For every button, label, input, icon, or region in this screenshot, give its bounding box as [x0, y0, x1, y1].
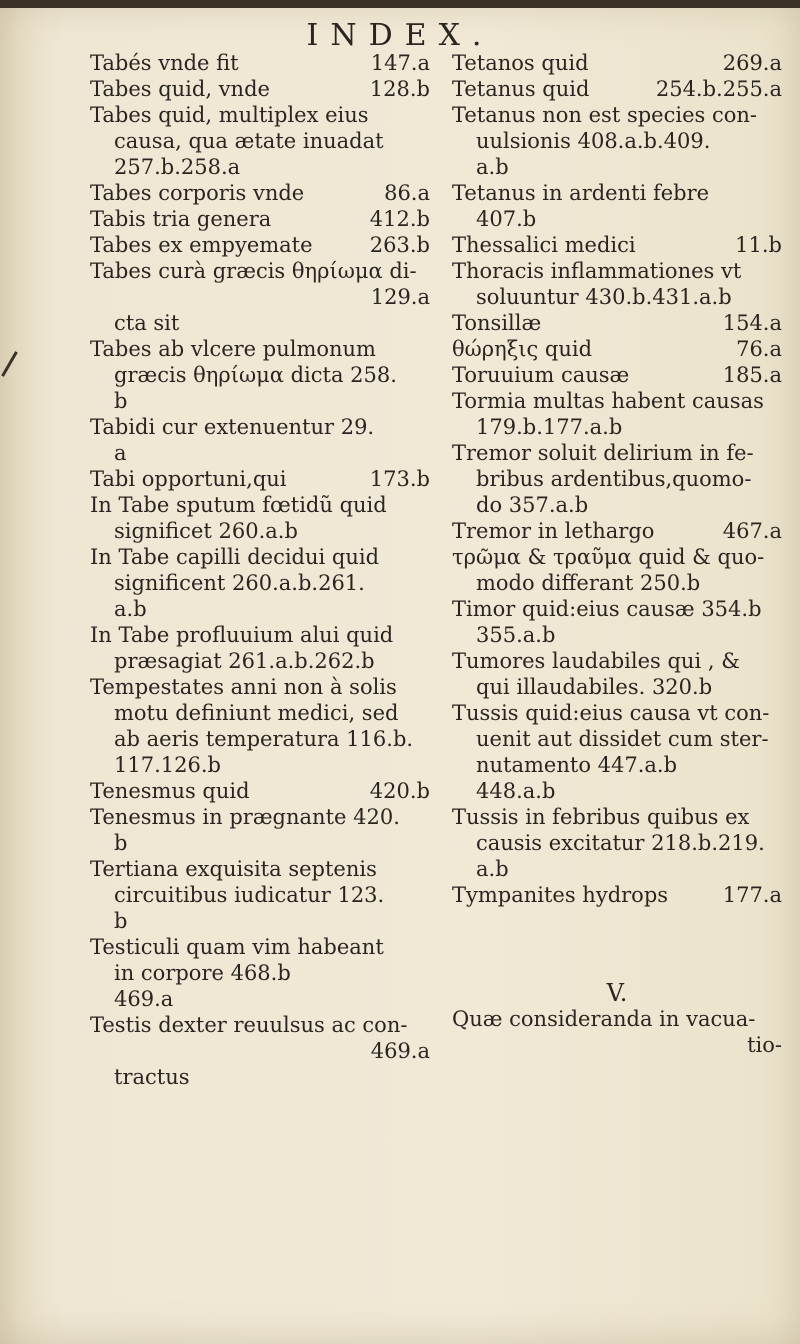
- index-entry: [452, 258, 782, 310]
- entry-ref: 467.a: [722, 519, 782, 543]
- entry-continuation: ab aeris temperatura 116.b.: [114, 727, 414, 751]
- entry-term: In Tabe sputum fœtidũ quid: [90, 493, 387, 517]
- entry-continuation: bribus ardentibus,quomo-: [476, 467, 752, 491]
- entry-term: Tabes ex empyemate: [90, 233, 313, 257]
- entry-term: Tetanus in ardenti febre: [452, 181, 710, 205]
- entry-continuation: a: [114, 441, 127, 465]
- index-entry: [452, 76, 782, 102]
- entry-ref: 173.b: [369, 467, 430, 491]
- entry-continuation: 407.b: [476, 207, 537, 231]
- entry-continuation: 469.a: [114, 987, 174, 1011]
- entry-term: Tabes corporis vnde: [90, 181, 305, 205]
- entry-continuation: 448.a.b: [476, 779, 556, 803]
- entry-term: Tabis tria genera: [90, 207, 272, 231]
- entry-term: Tormia multas habent causas: [452, 389, 764, 413]
- entry-continuation: a.b: [476, 155, 509, 179]
- entry-term: Testiculi quam vim habeant: [90, 935, 384, 959]
- index-entry: [90, 336, 430, 414]
- index-column-left: [90, 50, 430, 1090]
- entry-term: Quæ consideranda in vacua-: [452, 1007, 756, 1031]
- entry-term: Tremor in lethargo: [452, 519, 655, 543]
- index-entry: [90, 76, 430, 102]
- entry-continuation: cta sit: [114, 311, 180, 335]
- entry-continuation: b: [114, 389, 128, 413]
- index-entry: [90, 180, 430, 206]
- entry-term: Tussis in febribus quibus ex: [452, 805, 750, 829]
- margin-pen-mark: [1, 351, 18, 377]
- index-entry: [452, 336, 782, 362]
- entry-term: Tabes ab vlcere pulmonum: [90, 337, 376, 361]
- right-entries: [452, 50, 782, 908]
- index-entry: [90, 466, 430, 492]
- entry-ref: 129.a: [370, 285, 430, 309]
- entry-continuation: circuitibus iudicatur 123.: [114, 883, 385, 907]
- entry-term: Tertiana exquisita septenis: [90, 857, 377, 881]
- entry-ref: 412.b: [369, 207, 430, 231]
- entry-ref: 76.a: [736, 337, 782, 361]
- entry-continuation: do 357.a.b: [476, 493, 589, 517]
- entry-term: Tempestates anni non à solis: [90, 675, 397, 699]
- index-entry: [452, 700, 782, 804]
- index-entry: [452, 882, 782, 908]
- index-entry: [90, 778, 430, 804]
- entry-continuation: significent 260.a.b.261.: [114, 571, 365, 595]
- index-entry: [452, 180, 782, 232]
- entry-term: Tonsillæ: [452, 311, 542, 335]
- entry-continuation: a.b: [476, 857, 509, 881]
- entry-term: Tabes quid, vnde: [90, 77, 270, 101]
- catchword: tio-: [747, 1033, 782, 1057]
- entry-continuation: uulsionis 408.a.b.409.: [476, 129, 711, 153]
- entry-term: Tympanites hydrops: [452, 883, 669, 907]
- index-entry: [90, 622, 430, 674]
- index-entry: [90, 232, 430, 258]
- entry-ref: 154.a: [722, 311, 782, 335]
- entry-continuation: b: [114, 909, 128, 933]
- entry-continuation: 117.126.b: [114, 753, 221, 777]
- entry-continuation: 257.b.258.a: [114, 155, 241, 179]
- index-entry: [452, 1006, 782, 1032]
- entry-term: Tabidi cur extenuentur 29.: [90, 415, 375, 439]
- entry-continuation: b: [114, 831, 128, 855]
- index-entry: [452, 518, 782, 544]
- index-entry: [90, 934, 430, 1012]
- entry-continuation: nutamento 447.a.b: [476, 753, 678, 777]
- index-entry: [90, 258, 430, 336]
- entry-term: Tetanos quid: [452, 51, 589, 75]
- entry-continuation: modo differant 250.b: [476, 571, 701, 595]
- entry-continuation: græcis θηρίωμα dicta 258.: [114, 363, 397, 387]
- entry-continuation: causis excitatur 218.b.219.: [476, 831, 765, 855]
- entry-continuation: a.b: [114, 597, 147, 621]
- entry-term: Tetanus quid: [452, 77, 590, 101]
- index-entry: [90, 414, 430, 466]
- entry-continuation: 355.a.b: [476, 623, 556, 647]
- entry-term: Timor quid:eius causæ 354.b: [452, 597, 762, 621]
- index-entry: [452, 388, 782, 440]
- entry-continuation: tractus: [114, 1065, 190, 1089]
- entry-continuation: uenit aut dissidet cum ster-: [476, 727, 769, 751]
- index-entry: [90, 1012, 430, 1090]
- entry-continuation: præsagiat 261.a.b.262.b: [114, 649, 375, 673]
- index-entry: [452, 310, 782, 336]
- entry-term: Thoracis inflammationes vt: [452, 259, 742, 283]
- index-column-right: [452, 50, 782, 1058]
- entry-term: Tabi opportuni,qui: [90, 467, 287, 491]
- entry-term: Thessalici medici: [452, 233, 636, 257]
- index-entry: [90, 50, 430, 76]
- page-title: INDEX.: [306, 18, 494, 53]
- entry-ref: 86.a: [384, 181, 430, 205]
- section-letter: V.: [606, 979, 628, 1007]
- entry-term: Tussis quid:eius causa vt con-: [452, 701, 770, 725]
- entry-continuation: in corpore 468.b: [114, 961, 291, 985]
- index-entry: [452, 440, 782, 518]
- entry-continuation: significet 260.a.b: [114, 519, 298, 543]
- entry-continuation: 179.b.177.a.b: [476, 415, 623, 439]
- page-top-edge: [0, 0, 800, 8]
- index-entry: [452, 648, 782, 700]
- index-entry: [452, 544, 782, 596]
- entry-continuation: motu definiunt medici, sed: [114, 701, 399, 725]
- entry-term: Tabes curà græcis θηρίωμα di-: [90, 259, 417, 283]
- index-entry: [90, 206, 430, 232]
- entry-term: Tenesmus in prægnante 420.: [90, 805, 400, 829]
- entry-term: Tumores laudabiles qui , &: [452, 649, 740, 673]
- index-entry: [90, 856, 430, 934]
- index-entry: [90, 102, 430, 180]
- entry-term: Testis dexter reuulsus ac con-: [90, 1013, 408, 1037]
- index-entry: [452, 232, 782, 258]
- entry-term: Tenesmus quid: [90, 779, 250, 803]
- entry-term: Tetanus non est species con-: [452, 103, 757, 127]
- entry-ref: 128.b: [369, 77, 430, 101]
- index-entry: [452, 362, 782, 388]
- index-entry: [452, 596, 782, 648]
- entry-term: τρῶμα & τραῦμα quid & quo-: [452, 545, 765, 569]
- entry-term: θώρηξις quid: [452, 337, 593, 361]
- index-entry: [452, 102, 782, 180]
- entry-term: In Tabe profluuium alui quid: [90, 623, 394, 647]
- entry-term: Toruuium causæ: [452, 363, 630, 387]
- entry-ref: 147.a: [370, 51, 430, 75]
- entry-continuation: qui illaudabiles. 320.b: [476, 675, 713, 699]
- entry-ref: 254.b.255.a: [655, 77, 782, 101]
- entry-ref: 11.b: [735, 233, 782, 257]
- entry-term: Tabes quid, multiplex eius: [90, 103, 369, 127]
- entry-ref: 263.b: [369, 233, 430, 257]
- index-entry: [90, 804, 430, 856]
- index-entry: [90, 492, 430, 544]
- entry-ref: 269.a: [722, 51, 782, 75]
- entry-ref: 177.a: [722, 883, 782, 907]
- entry-continuation: soluuntur 430.b.431.a.b: [476, 285, 732, 309]
- index-entry: [90, 544, 430, 622]
- index-entry: [90, 674, 430, 778]
- entry-term: In Tabe capilli decidui quid: [90, 545, 380, 569]
- index-entry: [452, 804, 782, 882]
- entry-ref: 469.a: [370, 1039, 430, 1063]
- entry-continuation: causa, qua ætate inuadat: [114, 129, 384, 153]
- index-entry: [452, 50, 782, 76]
- entry-ref: 185.a: [722, 363, 782, 387]
- entry-ref: 420.b: [369, 779, 430, 803]
- entry-term: Tabés vnde fit: [90, 51, 239, 75]
- entry-term: Tremor soluit delirium in fe-: [452, 441, 754, 465]
